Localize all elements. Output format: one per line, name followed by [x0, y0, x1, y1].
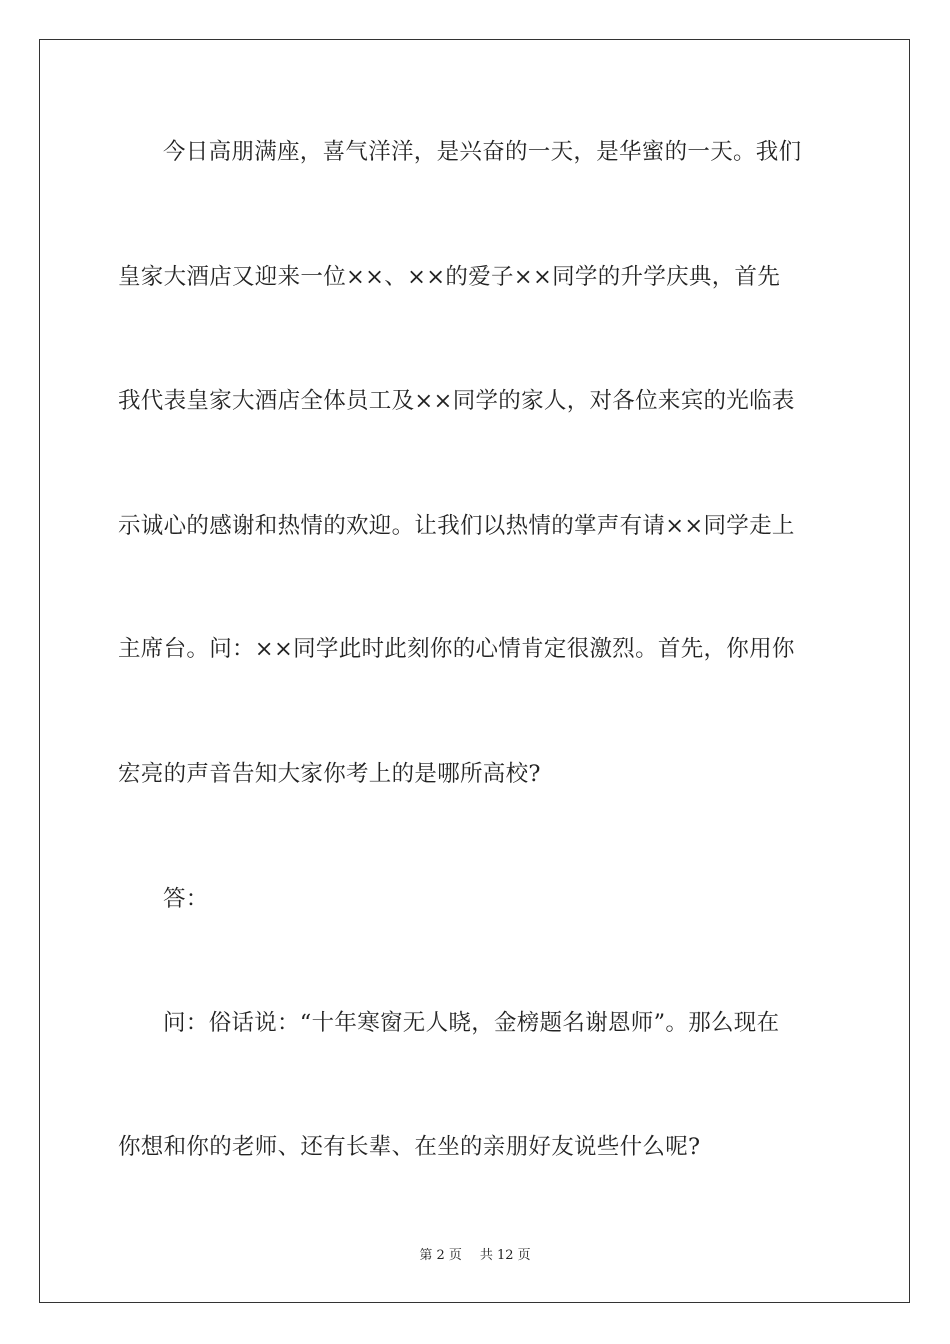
paragraph-line-5: 主席台。问：××同学此时此刻你的心情肯定很激烈。首先，你用你 — [118, 636, 795, 662]
question-line-2: 你想和你的老师、还有长辈、在坐的亲朋好友说些什么呢? — [118, 1134, 701, 1160]
paragraph-line-6: 宏亮的声音告知大家你考上的是哪所高校? — [118, 761, 541, 787]
answer-line: 答： — [163, 886, 209, 912]
page-border — [39, 39, 910, 1303]
paragraph-line-2: 皇家大酒店又迎来一位××、××的爱子××同学的升学庆典，首先 — [118, 264, 781, 290]
paragraph-line-3: 我代表皇家大酒店全体员工及××同学的家人，对各位来宾的光临表 — [118, 388, 795, 414]
paragraph-line-1: 今日高朋满座，喜气洋洋，是兴奋的一天，是华蜜的一天。我们 — [163, 139, 802, 165]
question-line-1: 问：俗话说：“十年寒窗无人晓，金榜题名谢恩师”。那么现在 — [163, 1010, 780, 1036]
page-footer — [0, 1247, 950, 1265]
total-pages: 共 12 页 — [479, 1248, 531, 1263]
paragraph-line-4: 示诚心的感谢和热情的欢迎。让我们以热情的掌声有请××同学走上 — [118, 513, 795, 539]
page-number: 第 2 页 — [419, 1248, 462, 1263]
